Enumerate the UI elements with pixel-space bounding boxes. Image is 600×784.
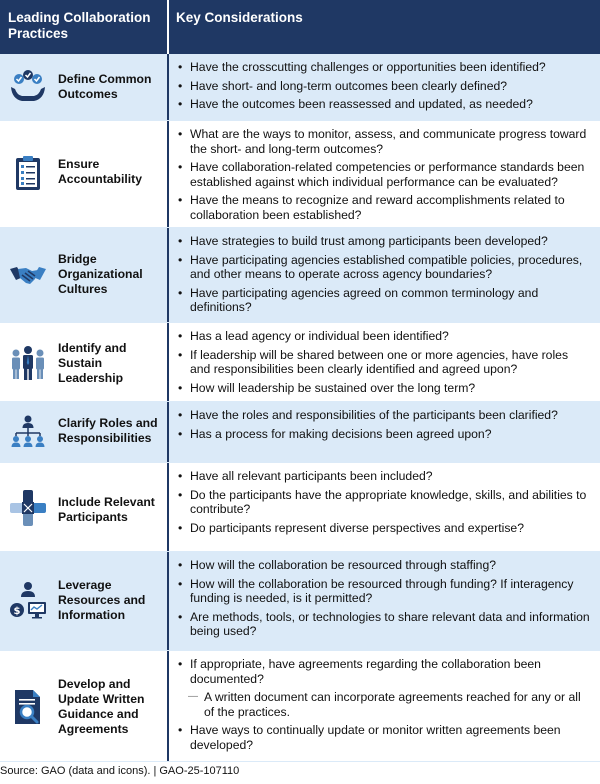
column-separator	[167, 228, 169, 322]
considerations-list	[178, 558, 590, 643]
consideration-item: • Have all relevant participants been included?	[178, 469, 590, 484]
practice-name: Develop and Update Written Guidance and Agreements	[58, 677, 145, 736]
column-separator	[167, 54, 169, 120]
considerations-list	[178, 329, 590, 399]
consideration-item: • Have the roles and responsibilities of the participants been clarified?	[178, 408, 590, 423]
consideration-item: • Have the means to recognize and reward accomplishments related to collaboration been established?	[178, 193, 590, 222]
table-row	[0, 650, 600, 762]
consideration-item: • Have ways to continually update or monitor written agreements been developed?	[178, 723, 590, 752]
practice-name: Leverage Resources and Information	[58, 578, 146, 622]
column-separator	[167, 121, 169, 227]
consideration-item: • Have short- and long-term outcomes been clearly defined?	[178, 79, 590, 94]
consideration-sub-item: — A written document can incorporate agreements reached for any or all of the practices.	[178, 690, 590, 719]
table-header	[0, 0, 600, 54]
source-note: Source: GAO (data and icons). | GAO-25-107110	[0, 765, 240, 777]
practice-name: Ensure Accountability	[58, 157, 142, 186]
consideration-item: • If leadership will be shared between one or more agencies, have roles and responsibilities been clearly identified and agreed upon?	[178, 348, 590, 377]
consideration-item: • Have participating agencies established compatible policies, procedures, and other means to operate across agency boundaries?	[178, 253, 590, 282]
consideration-item: • Have the outcomes been reassessed and updated, as needed?	[178, 97, 590, 112]
table-row	[0, 54, 600, 120]
consideration-item: • Have participating agencies agreed on common terminology and definitions?	[178, 286, 590, 315]
table-row	[0, 228, 600, 322]
practice-name: Include Relevant Participants	[58, 495, 155, 524]
clipboard-checklist-icon	[8, 153, 48, 193]
table-row	[0, 462, 600, 552]
column-separator	[167, 323, 169, 401]
considerations-list	[178, 127, 590, 227]
table-row	[0, 402, 600, 462]
column-separator	[167, 463, 169, 551]
consideration-item: • How will the collaboration be resourced through staffing?	[178, 558, 590, 573]
consideration-item: • Have strategies to build trust among participants been developed?	[178, 234, 590, 249]
practice-name: Identify and Sustain Leadership	[58, 341, 127, 385]
practice-name: Bridge Organizational Cultures	[58, 252, 143, 296]
consideration-item: • How will the collaboration be resourced through funding? If interagency funding is needed, is it permitted?	[178, 577, 590, 606]
column-separator	[167, 402, 169, 462]
considerations-list	[178, 657, 590, 757]
table-row	[0, 322, 600, 402]
person-dollar-monitor-icon	[8, 580, 48, 620]
considerations-list	[178, 234, 590, 319]
svg-text:$: $	[13, 606, 21, 617]
leaders-group-icon	[8, 343, 48, 383]
considerations-list	[178, 469, 590, 539]
consideration-item: • How will leadership be sustained over the long term?	[178, 381, 590, 396]
handshake-icon	[8, 255, 48, 295]
practice-name: Define Common Outcomes	[58, 72, 152, 101]
table-row	[0, 552, 600, 650]
consideration-item: • Has a lead agency or individual been identified?	[178, 329, 590, 344]
consideration-item: • Have collaboration-related competencies or performance standards been established against which individual performance can be evaluated?	[178, 160, 590, 189]
consideration-item: • Do the participants have the appropriate knowledge, skills, and abilities to contribute?	[178, 488, 590, 517]
consideration-item: • If appropriate, have agreements regarding the collaboration been documented?	[178, 657, 590, 686]
org-chart-icon	[8, 412, 48, 452]
document-magnifier-icon	[8, 687, 48, 727]
column-separator	[167, 651, 169, 761]
header-considerations: Key Considerations	[176, 10, 303, 25]
header-practices: Leading Collaboration Practices	[8, 10, 151, 41]
hands-holding-checkmarks-icon	[8, 67, 48, 107]
header-divider	[167, 0, 169, 54]
consideration-item: • Do participants represent diverse perspectives and expertise?	[178, 521, 590, 536]
consideration-item: • Are methods, tools, or technologies to share relevant data and information being used?	[178, 610, 590, 639]
table-row	[0, 120, 600, 228]
consideration-item: • Have the crosscutting challenges or opportunities been identified?	[178, 60, 590, 75]
considerations-list	[178, 408, 590, 445]
joined-hands-puzzle-icon	[8, 488, 48, 528]
consideration-item: • Has a process for making decisions been agreed upon?	[178, 427, 590, 442]
column-separator	[167, 552, 169, 650]
considerations-list	[178, 60, 590, 116]
consideration-item: • What are the ways to monitor, assess, and communicate progress toward the short- and long-term outcomes?	[178, 127, 590, 156]
practice-name: Clarify Roles and Responsibilities	[58, 416, 158, 445]
